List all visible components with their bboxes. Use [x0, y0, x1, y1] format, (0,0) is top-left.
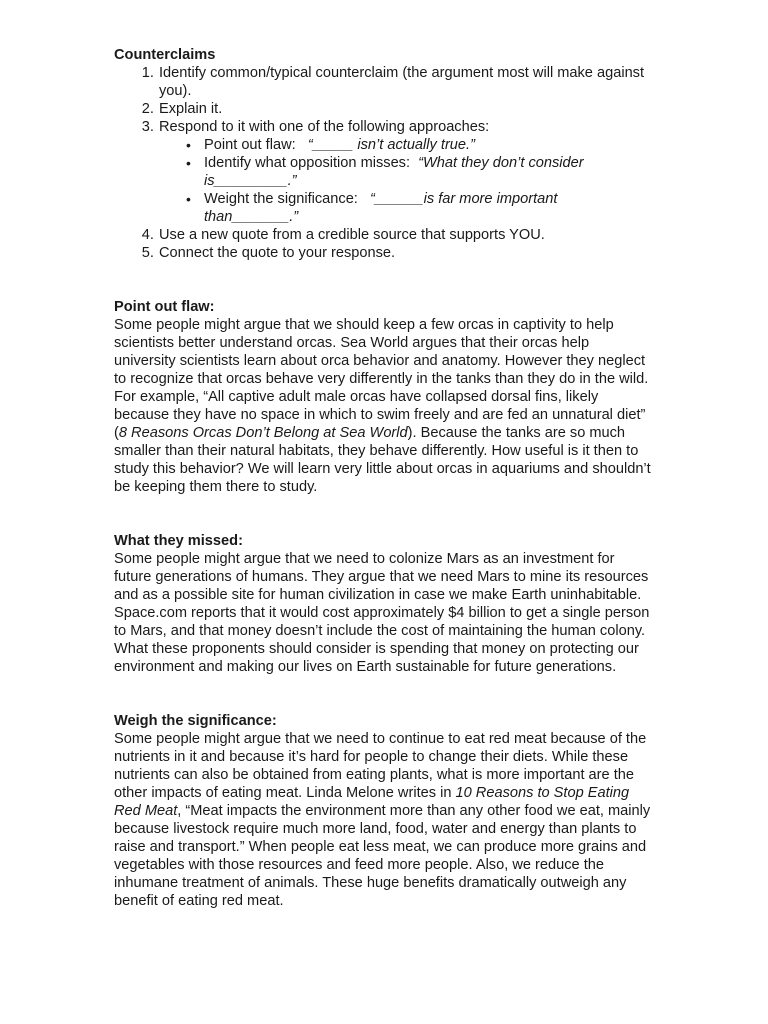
- approach-label: Identify what opposition misses:: [204, 155, 411, 171]
- flaw-source-title: 8 Reasons Orcas Don’t Belong at Sea World: [118, 425, 408, 441]
- approach-weight-significance: [204, 190, 654, 226]
- document-page: [114, 46, 654, 910]
- weigh-heading: Weigh the significance:: [114, 713, 277, 729]
- flaw-text-b: ). Because the tanks are so much smaller than their natural habitats, they behave differently. How useful is it then to study this behavior? We will learn very little about orcas in aquariums and shouldn’t be keeping them there to study.: [114, 425, 651, 495]
- weigh-text-a: Some people might argue that we need to continue to eat red meat because of the nutrients in it and because it’s hard for people to change their diets. While these nutrients can also be obtained from eating plants, what is more important are the other impacts of eating meat. Linda Melone writes in: [114, 731, 647, 801]
- approach-separator: [296, 137, 308, 153]
- counterclaims-steps: [114, 64, 654, 262]
- counterclaims-heading: Counterclaims: [114, 47, 216, 63]
- step-4: 4. Use a new quote from a credible source that supports YOU.: [158, 226, 654, 244]
- step-3: [158, 118, 654, 226]
- weigh-text-b: , “Meat impacts the environment more than any other food we eat, mainly because livestock require much more land, food, water and energy than plants to raise and transport.” When people eat less meat, we can produce more grains and vegetables with those resources and feed more people. Also, we reduce the inhumane treatment of animals. These huge benefits dramatically outweigh any benefit of eating red meat.: [114, 803, 651, 909]
- step-1: 1. Identify common/typical counterclaim (the argument most will make against you).: [158, 64, 654, 100]
- missed-paragraph: Some people might argue that we need to colonize Mars as an investment for future generations of humans. They argue that we need Mars to mine its resources and as a possible site for human civilization in case we make Earth uninhabitable. Space.com reports that it would cost approximately $4 billion to get a single person to Mars, and that money doesn’t include the cost of maintaining the human colony. What these proponents should consider is spending that money on protecting our environment and making our lives on Earth sustainable for future generations.: [114, 551, 650, 675]
- approach-what-misses: [204, 154, 654, 190]
- approach-example: “______is far more important than_______.”: [204, 191, 558, 225]
- flaw-text-a: Some people might argue that we should keep a few orcas in captivity to help scientists better understand orcas. Sea World argues that their orcas help university scientists learn about orca behavior and anatomy. However they neglect to recognize that orcas behave very differently in the tanks than they do in the wild. For example, “All captive adult male orcas have collapsed dorsal fins, likely because they have no space in which to swim freely and are fed an unnatural diet” (: [114, 317, 649, 441]
- weigh-source-title: 10 Reasons to Stop Eating Red Meat: [114, 785, 630, 819]
- approach-separator: [358, 191, 370, 207]
- approach-label: Point out flaw:: [204, 137, 296, 153]
- approach-example: “What they don’t consider is_________.”: [204, 155, 584, 189]
- flaw-paragraph: [114, 316, 654, 496]
- missed-heading: What they missed:: [114, 533, 243, 549]
- approach-separator: [410, 155, 418, 171]
- flaw-heading: Point out flaw:: [114, 299, 215, 315]
- approach-point-out-flaw: [204, 136, 654, 154]
- weigh-paragraph: [114, 730, 654, 910]
- step-3-text: Respond to it with one of the following approaches:: [159, 119, 490, 135]
- step-2: 2. Explain it.: [158, 100, 654, 118]
- approach-list: [159, 136, 654, 226]
- step-5: 5. Connect the quote to your response.: [158, 244, 654, 262]
- approach-example: “_____ isn’t actually true.”: [307, 137, 475, 153]
- approach-label: Weight the significance:: [204, 191, 358, 207]
